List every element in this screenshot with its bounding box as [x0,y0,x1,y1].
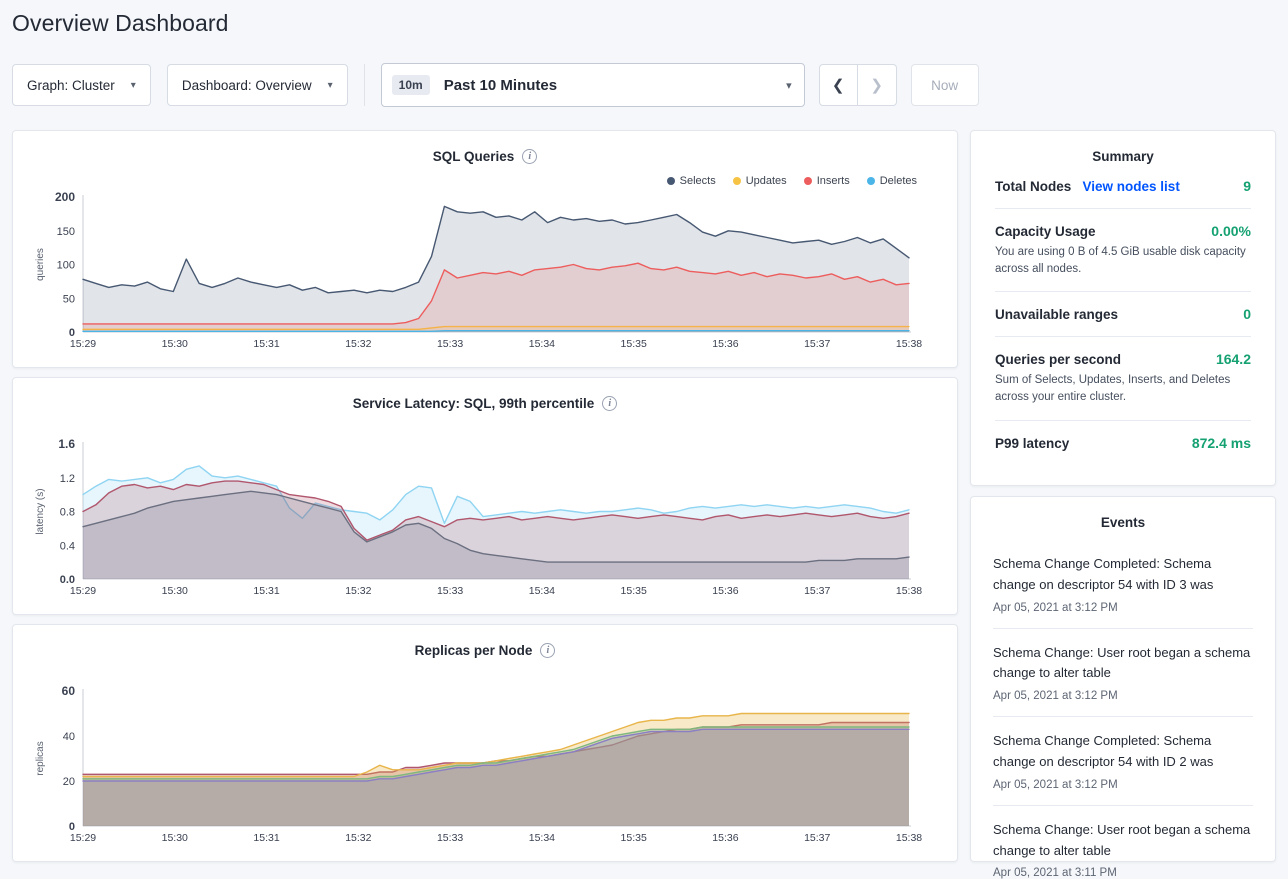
x-tick-label: 15:30 [161,585,188,597]
events-card [970,496,1276,879]
info-icon[interactable]: i [522,149,537,164]
x-tick-label: 15:29 [69,832,97,844]
chevron-down-icon: ▾ [130,79,136,91]
x-tick-label: 15:36 [712,585,739,597]
y-tick-label: 0.0 [59,574,75,586]
event-timestamp: Apr 05, 2021 at 3:12 PM [993,601,1118,614]
summary-row-unavailable-ranges [971,306,1275,322]
summary-row-p99-latency [971,435,1275,451]
event-timestamp: Apr 05, 2021 at 3:12 PM [993,690,1118,703]
chart-title-text: Replicas per Node [414,643,533,658]
toolbar [12,63,979,107]
x-tick-label: 15:38 [895,338,923,350]
sql-queries-plot[interactable] [13,131,957,367]
y-tick-label: 0 [68,821,75,833]
summary-key: P99 latency [995,435,1070,451]
time-nav-group [819,64,897,106]
legend-label: Updates [745,175,787,187]
x-tick-label: 15:32 [345,585,372,597]
event-text: Schema Change: User root began a schema change to alter table [993,644,1251,681]
chevron-down-icon: ▾ [786,79,792,92]
y-tick-label: 200 [54,190,75,204]
time-range-picker[interactable] [381,63,805,107]
x-tick-label: 15:32 [345,832,372,844]
x-tick-label: 15:31 [253,832,280,844]
event-item[interactable] [971,629,1275,703]
summary-key: Unavailable ranges [995,307,1119,323]
x-tick-label: 15:35 [620,585,647,597]
view-nodes-list-link[interactable]: View nodes list [1082,179,1180,194]
x-tick-label: 15:36 [712,338,739,350]
summary-title: Summary [1092,149,1154,164]
summary-value: 0 [1243,306,1251,323]
legend-label: Selects [679,175,716,187]
y-tick-label: 0 [68,327,75,339]
x-tick-label: 15:35 [620,338,647,350]
x-tick-label: 15:31 [253,585,280,597]
summary-key [995,179,1180,194]
y-tick-label: 100 [56,259,75,272]
summary-value: 0.00% [1211,223,1251,239]
replicas-per-node-plot[interactable] [13,625,957,861]
event-item[interactable] [971,540,1275,614]
graph-select-label: Graph: Cluster [27,77,115,93]
y-axis-label: latency (s) [35,488,46,535]
summary-card [970,130,1276,486]
divider [995,420,1251,421]
dashboard-select[interactable] [167,64,348,106]
summary-value: 872.4 ms [1191,434,1251,451]
x-tick-label: 15:37 [804,338,831,350]
y-tick-label: 50 [62,293,75,306]
y-tick-label: 1.6 [58,437,75,451]
y-tick-label: 40 [62,731,75,743]
event-item[interactable] [971,806,1275,879]
now-button[interactable]: Now [911,64,979,106]
x-tick-label: 15:33 [436,338,464,350]
x-tick-label: 15:30 [161,338,188,350]
y-axis-label: queries [35,248,46,281]
x-tick-label: 15:36 [712,832,739,844]
x-tick-label: 15:38 [895,585,923,597]
divider [995,336,1251,337]
info-icon[interactable]: i [602,396,617,411]
y-tick-label: 150 [56,225,75,238]
chart-title-text: Service Latency: SQL, 99th percentile [352,396,595,411]
summary-value: 9 [1243,178,1251,194]
y-axis-label: replicas [35,741,46,776]
x-tick-label: 15:33 [436,832,464,844]
event-item[interactable] [971,717,1275,791]
service-latency-plot[interactable] [13,378,957,614]
summary-value: 164.2 [1215,351,1251,368]
x-tick-label: 15:38 [895,832,923,844]
x-tick-label: 15:35 [620,832,647,844]
x-tick-label: 15:32 [345,338,372,350]
x-tick-label: 15:34 [528,338,556,350]
service-latency-chart-card [12,377,958,615]
sql-queries-chart-card [12,130,958,368]
y-tick-label: 0.8 [59,506,75,519]
prev-range-button[interactable]: ❮ [819,64,858,106]
summary-row-queries-per-second [971,351,1275,405]
event-timestamp: Apr 05, 2021 at 3:11 PM [993,867,1117,879]
x-tick-label: 15:37 [804,585,831,597]
series-line [83,331,909,332]
time-range-label: Past 10 Minutes [443,76,558,94]
chevron-down-icon: ▾ [327,79,333,91]
y-tick-label: 0.4 [59,540,75,553]
event-text: Schema Change: User root began a schema change to alter table [993,821,1251,858]
summary-desc: Sum of Selects, Updates, Inserts, and Deletes across your entire cluster. [995,374,1231,404]
x-tick-label: 15:33 [436,585,464,597]
page-title: Overview Dashboard [12,10,229,36]
y-tick-label: 60 [61,684,75,698]
x-tick-label: 15:29 [69,338,97,350]
time-range-pill: 10m [392,75,430,95]
info-icon[interactable]: i [540,643,555,658]
y-tick-label: 20 [62,776,75,788]
replicas-per-node-chart-card [12,624,958,862]
legend-label: Inserts [816,175,850,187]
event-text: Schema Change Completed: Schema change on descriptor 54 with ID 3 was [993,556,1214,592]
summary-key: Capacity Usage [995,224,1096,239]
x-tick-label: 15:29 [69,585,97,597]
x-tick-label: 15:30 [161,832,188,844]
summary-key: Queries per second [995,352,1122,368]
legend-label: Deletes [879,175,917,187]
chart-title-text: SQL Queries [432,149,515,164]
events-title: Events [1100,515,1146,530]
summary-row-capacity-usage [971,223,1275,277]
x-tick-label: 15:34 [528,585,556,597]
event-timestamp: Apr 05, 2021 at 3:12 PM [993,778,1118,791]
event-text: Schema Change Completed: Schema change on descriptor 54 with ID 2 was [993,733,1214,769]
x-tick-label: 15:37 [804,832,831,844]
toolbar-divider [364,64,365,106]
graph-select[interactable] [12,64,151,106]
summary-row-total-nodes [971,178,1275,194]
x-tick-label: 15:31 [253,338,280,350]
summary-desc: You are using 0 B of 4.5 GiB usable disk capacity across all nodes. [995,246,1246,275]
y-tick-label: 1.2 [59,472,75,485]
divider [995,208,1251,209]
dashboard-select-label: Dashboard: Overview [181,77,312,93]
divider [995,291,1251,292]
next-range-button[interactable]: ❯ [858,64,897,106]
summary-key-text: Total Nodes [995,179,1072,194]
x-tick-label: 15:34 [528,832,556,844]
